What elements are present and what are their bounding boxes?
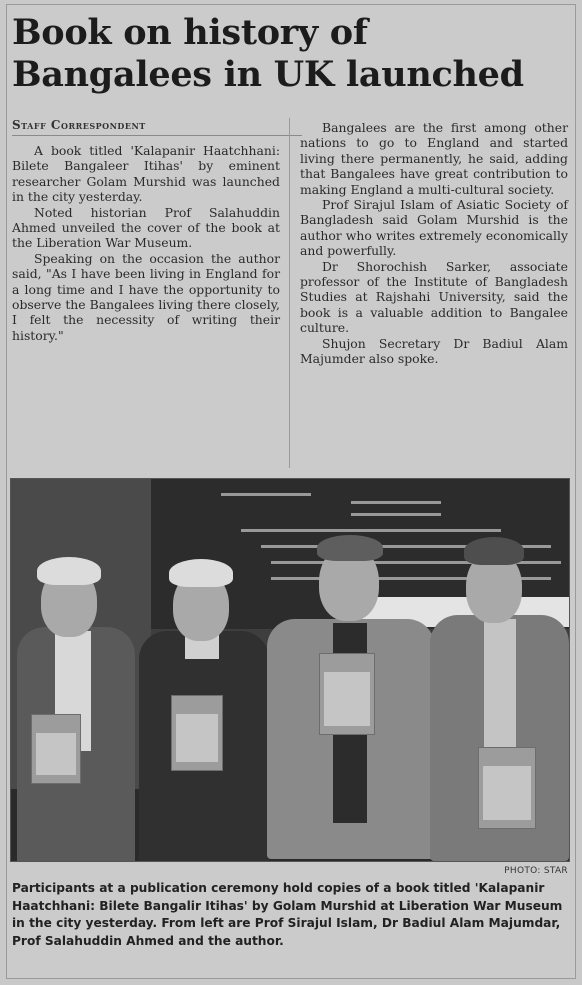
person-prof-salahuddin-ahmed xyxy=(263,529,438,861)
paragraph: Bangalees are the first among other nations to go to England and started living there permanently, he said, adding that Bangalees have great contribution to making England a multi-cultural society. xyxy=(300,120,568,197)
book-copy xyxy=(478,747,536,829)
article-byline: Staff Correspondent xyxy=(12,118,302,136)
event-photo xyxy=(10,478,570,862)
photo-caption: Participants at a publication ceremony hold copies of a book titled 'Kalapanir Haatchhani: Bilete Bangalir Itihas' by Golam Murshid at Liberation War Museum in the city yesterday. From left are Prof Sirajul Islam, Dr Badiul Alam Majumdar, Prof Salahuddin Ahmed and the author. xyxy=(12,881,563,948)
person-golam-murshid-author xyxy=(426,529,569,861)
article-right-column xyxy=(300,120,568,367)
paragraph: Prof Sirajul Islam of Asiatic Society of Bangladesh said Golam Murshid is the author who writes extremely economically and powerfully. xyxy=(300,197,568,259)
photo-credit: PHOTO: STAR xyxy=(504,866,568,876)
paragraph: Dr Shorochish Sarker, associate professor of the Institute of Bangladesh Studies at Rajshahi University, said the book is a valuable addition to Bangalee culture. xyxy=(300,258,568,336)
paragraph: Shujon Secretary Dr Badiul Alam Majumder also spoke. xyxy=(300,335,568,367)
paragraph: A book titled 'Kalapanir Haatchhani: Bilete Bangaleer Itihas' by eminent researcher Golam Murshid was launched in the city yesterday. xyxy=(12,143,280,205)
person-prof-sirajul-islam xyxy=(11,549,141,861)
article-headline: Book on history of Bangalees in UK launched xyxy=(12,12,524,95)
book-copy xyxy=(31,714,81,784)
article-left-column xyxy=(12,143,280,343)
book-copy xyxy=(319,653,375,735)
column-divider xyxy=(289,118,290,468)
person-dr-badiul-alam-majumdar xyxy=(133,549,273,861)
book-copy xyxy=(171,695,223,771)
paragraph: Speaking on the occasion the author said, "As I have been living in England for a long time and I have the opportunity to observe the Bangalees living there closely, I felt the necessity of writing their history." xyxy=(12,250,280,343)
paragraph: Noted historian Prof Salahuddin Ahmed unveiled the cover of the book at the Liberation War Museum. xyxy=(12,204,280,251)
